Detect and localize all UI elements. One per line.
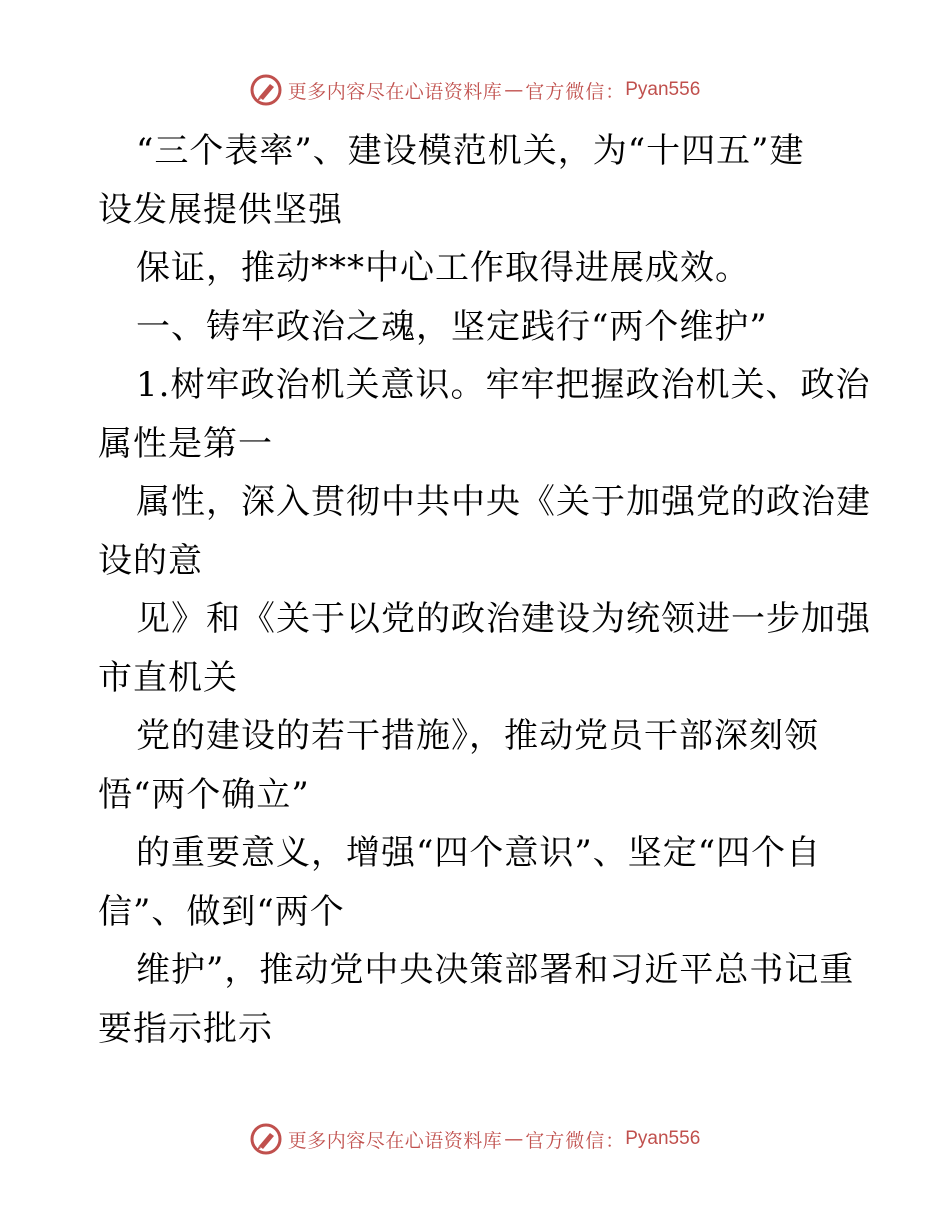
- pen-circle-logo-icon: [250, 74, 282, 106]
- body-line: 设的意: [98, 540, 203, 581]
- body-line: 属性，深入贯彻中共中央《关于加强党的政治建: [136, 482, 871, 522]
- body-line: 维护”，推动党中央决策部署和习近平总书记重: [136, 950, 855, 990]
- wechat-label: 官方微信：: [525, 1129, 626, 1152]
- body-line: “三个表率”、建设模范机关，为“十四五”建: [136, 131, 805, 171]
- body-line: 市直机关: [98, 657, 238, 698]
- body-line: 党的建设的若干措施》，推动党员干部深刻领: [136, 716, 819, 756]
- wechat-id: Pyan556: [625, 1128, 701, 1149]
- banner-title: 更多内容尽在心语资料库: [287, 80, 503, 103]
- wechat-id: Pyan556: [625, 79, 701, 100]
- header-banner: [0, 70, 950, 110]
- wechat-label: 官方微信：: [525, 80, 626, 103]
- footer-banner: [0, 1119, 950, 1159]
- banner-title: 更多内容尽在心语资料库: [287, 1129, 503, 1152]
- body-line: 1.树牢政治机关意识。牢牢把握政治机关、政治: [136, 365, 871, 405]
- body-line: 见》和《关于以党的政治建设为统领进一步加强: [136, 599, 871, 639]
- body-line: 信”、做到“两个: [98, 891, 345, 932]
- document-body: [98, 122, 871, 1058]
- body-line: 要指示批示: [98, 1008, 273, 1049]
- body-line: 保证，推动***中心工作取得进展成效。: [136, 248, 750, 288]
- body-line: 悟“两个确立”: [98, 774, 310, 815]
- banner-separator: —: [504, 79, 524, 101]
- section-heading: 一、铸牢政治之魂，坚定践行“两个维护”: [136, 306, 768, 347]
- body-line: 的重要意义，增强“四个意识”、坚定“四个自: [136, 833, 822, 873]
- banner-separator: —: [504, 1128, 524, 1150]
- pen-circle-logo-icon: [250, 1123, 282, 1155]
- body-line: 属性是第一: [98, 423, 273, 464]
- body-line: 设发展提供坚强: [98, 189, 343, 230]
